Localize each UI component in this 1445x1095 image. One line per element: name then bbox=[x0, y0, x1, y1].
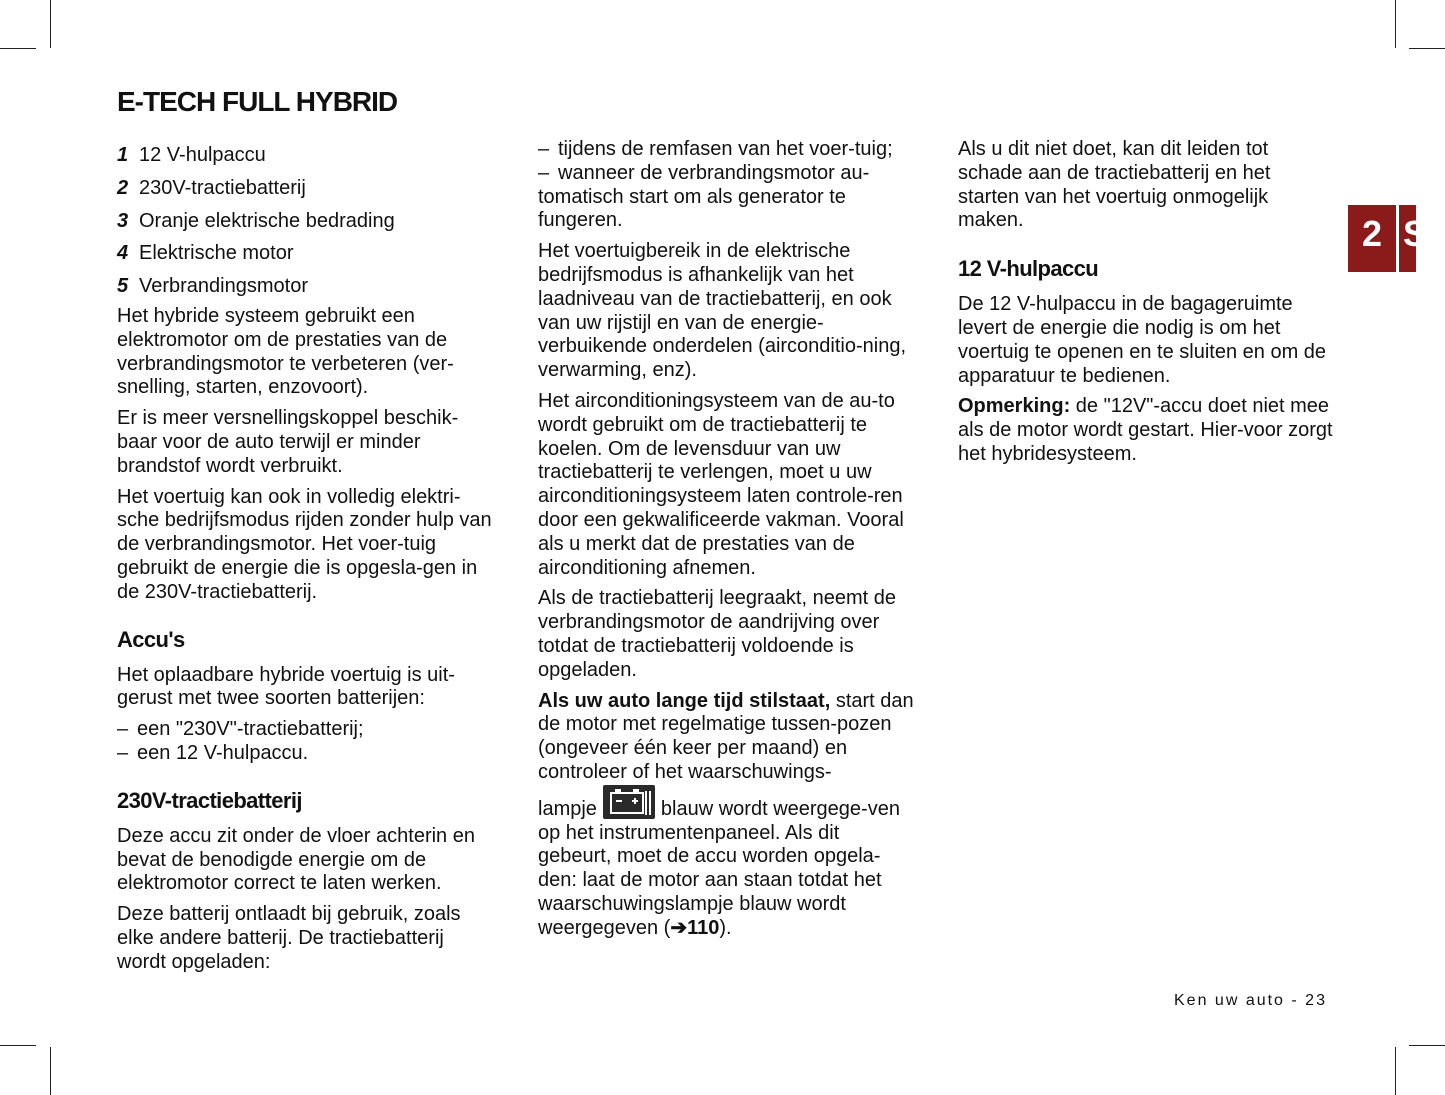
battery-warning-icon bbox=[603, 785, 655, 819]
crop-mark bbox=[0, 1045, 36, 1046]
legend-item: 4 Elektrische motor bbox=[117, 242, 294, 265]
section-heading-accus: Accu's bbox=[117, 626, 185, 652]
arrow-right-icon: ➔ bbox=[670, 916, 688, 939]
crop-mark bbox=[50, 1047, 51, 1095]
paragraph: Als u dit niet doet, kan dit leiden tot schade aan de tractiebatterij en het starten van het voertuig onmogelijk maken. bbox=[958, 138, 1271, 232]
paragraph: Er is meer versnellingskoppel beschik-baar voor de auto terwijl er minder brandstof wordt verbruikt. bbox=[117, 407, 459, 477]
crop-mark bbox=[1395, 0, 1396, 48]
crop-mark bbox=[1409, 48, 1445, 49]
section-heading-tractiebatterij: 230V-tractiebatterij bbox=[117, 787, 302, 813]
section-heading-hulpaccu: 12 V-hulpaccu bbox=[958, 256, 1099, 282]
page-footer: Ken uw auto - 23 bbox=[1174, 992, 1327, 1009]
paragraph: Het airconditioningsysteem van de au-to wordt gebruikt om de tractiebatterij te koelen. Om de levensduur van uw tractiebatterij te verlengen, moet u uw airconditioningsysteem laten controle-ren door een gekwalificeerde vakman. Vooral als u merkt dat de prestaties van de airconditioning afnemen. bbox=[538, 389, 904, 579]
crop-mark bbox=[1395, 1047, 1396, 1095]
paragraph: Het voertuig kan ook in volledig elektri-sche bedrijfsmodus rijden zonder hulp van de verbrandingsmotor. Het voer-tuig gebruikt de energie die is opgesla-gen in de 230V-tractiebatterij. bbox=[117, 485, 492, 603]
paragraph: Als de tractiebatterij leegraakt, neemt de verbrandingsmotor de aandrijving over totdat de tractiebatterij voldoende is opgeladen. bbox=[538, 587, 896, 681]
paragraph: Het voertuigbereik in de elektrische bedrijfsmodus is afhankelijk van het laadniveau van de tractiebatterij, en ook van uw rijstijl en van de energie-verbuikende onderdelen (airconditio-ning, verwarming, enz). bbox=[538, 240, 907, 382]
chapter-next-letter: S bbox=[1403, 213, 1428, 254]
paragraph-warning: Als uw auto lange tijd stilstaat, start dan de motor met regelmatige tussen-pozen (ongeveer één keer per maand) en controleer of het waarschuwings- lampje blauw wordt weergege-ven op het instrumentenpaneel. Als dit gebeurt, moet de accu worden opgela-den: laat de motor aan staan totdat het waarschuwingslampje blauw wordt weergegeven (➔110). bbox=[538, 689, 914, 939]
dash-item: – tijdens de remfasen van het voer-tuig; bbox=[538, 138, 893, 160]
paragraph: De 12 V-hulpaccu in de bagageruimte levert de energie die nodig is om het voertuig te openen en te sluiten en om de apparatuur te bedienen. bbox=[958, 293, 1327, 387]
crop-mark bbox=[0, 48, 36, 49]
paragraph: Deze batterij ontlaadt bij gebruik, zoals elke andere batterij. De tractiebatterij wordt opgeladen: bbox=[117, 903, 461, 973]
legend-item: 3 Oranje elektrische bedrading bbox=[117, 209, 395, 232]
paragraph: Het hybride systeem gebruikt een elektromotor om de prestaties van de verbrandingsmotor te verbeteren (ver-snelling, starten, enzovoort). bbox=[117, 304, 454, 399]
chapter-tab[interactable] bbox=[1348, 205, 1428, 272]
dash-item: – een 12 V-hulpaccu. bbox=[117, 741, 309, 764]
crop-mark bbox=[50, 0, 51, 48]
page-title: E-TECH FULL HYBRID bbox=[117, 86, 398, 117]
legend-item: 5 Verbrandingsmotor bbox=[117, 275, 308, 298]
paragraph-note: Opmerking: de "12V"-accu doet niet mee als de motor wordt gestart. Hier-voor zorgt het hybridesysteem. bbox=[958, 395, 1333, 465]
column-3 bbox=[958, 138, 1336, 474]
crop-mark bbox=[1409, 1045, 1445, 1046]
dash-item: – wanneer de verbrandingsmotor au-tomatisch start om als generator te fungeren. bbox=[538, 161, 870, 232]
chapter-number: 2 bbox=[1362, 213, 1383, 254]
page-reference-link[interactable]: 110 bbox=[687, 916, 720, 939]
column-1 bbox=[117, 144, 495, 982]
dash-item: – een "230V"-tractiebatterij; bbox=[117, 718, 364, 741]
column-2 bbox=[538, 138, 916, 948]
paragraph: Het oplaadbare hybride voertuig is uit-gerust met twee soorten batterijen: bbox=[117, 663, 455, 710]
legend-item: 2 230V-tractiebatterij bbox=[117, 176, 306, 199]
paragraph: Deze accu zit onder de vloer achterin en bevat de benodigde energie om de elektromotor correct te laten werken. bbox=[117, 824, 475, 895]
legend-item: 1 12 V-hulpaccu bbox=[117, 144, 266, 166]
tab-divider bbox=[1396, 205, 1399, 272]
